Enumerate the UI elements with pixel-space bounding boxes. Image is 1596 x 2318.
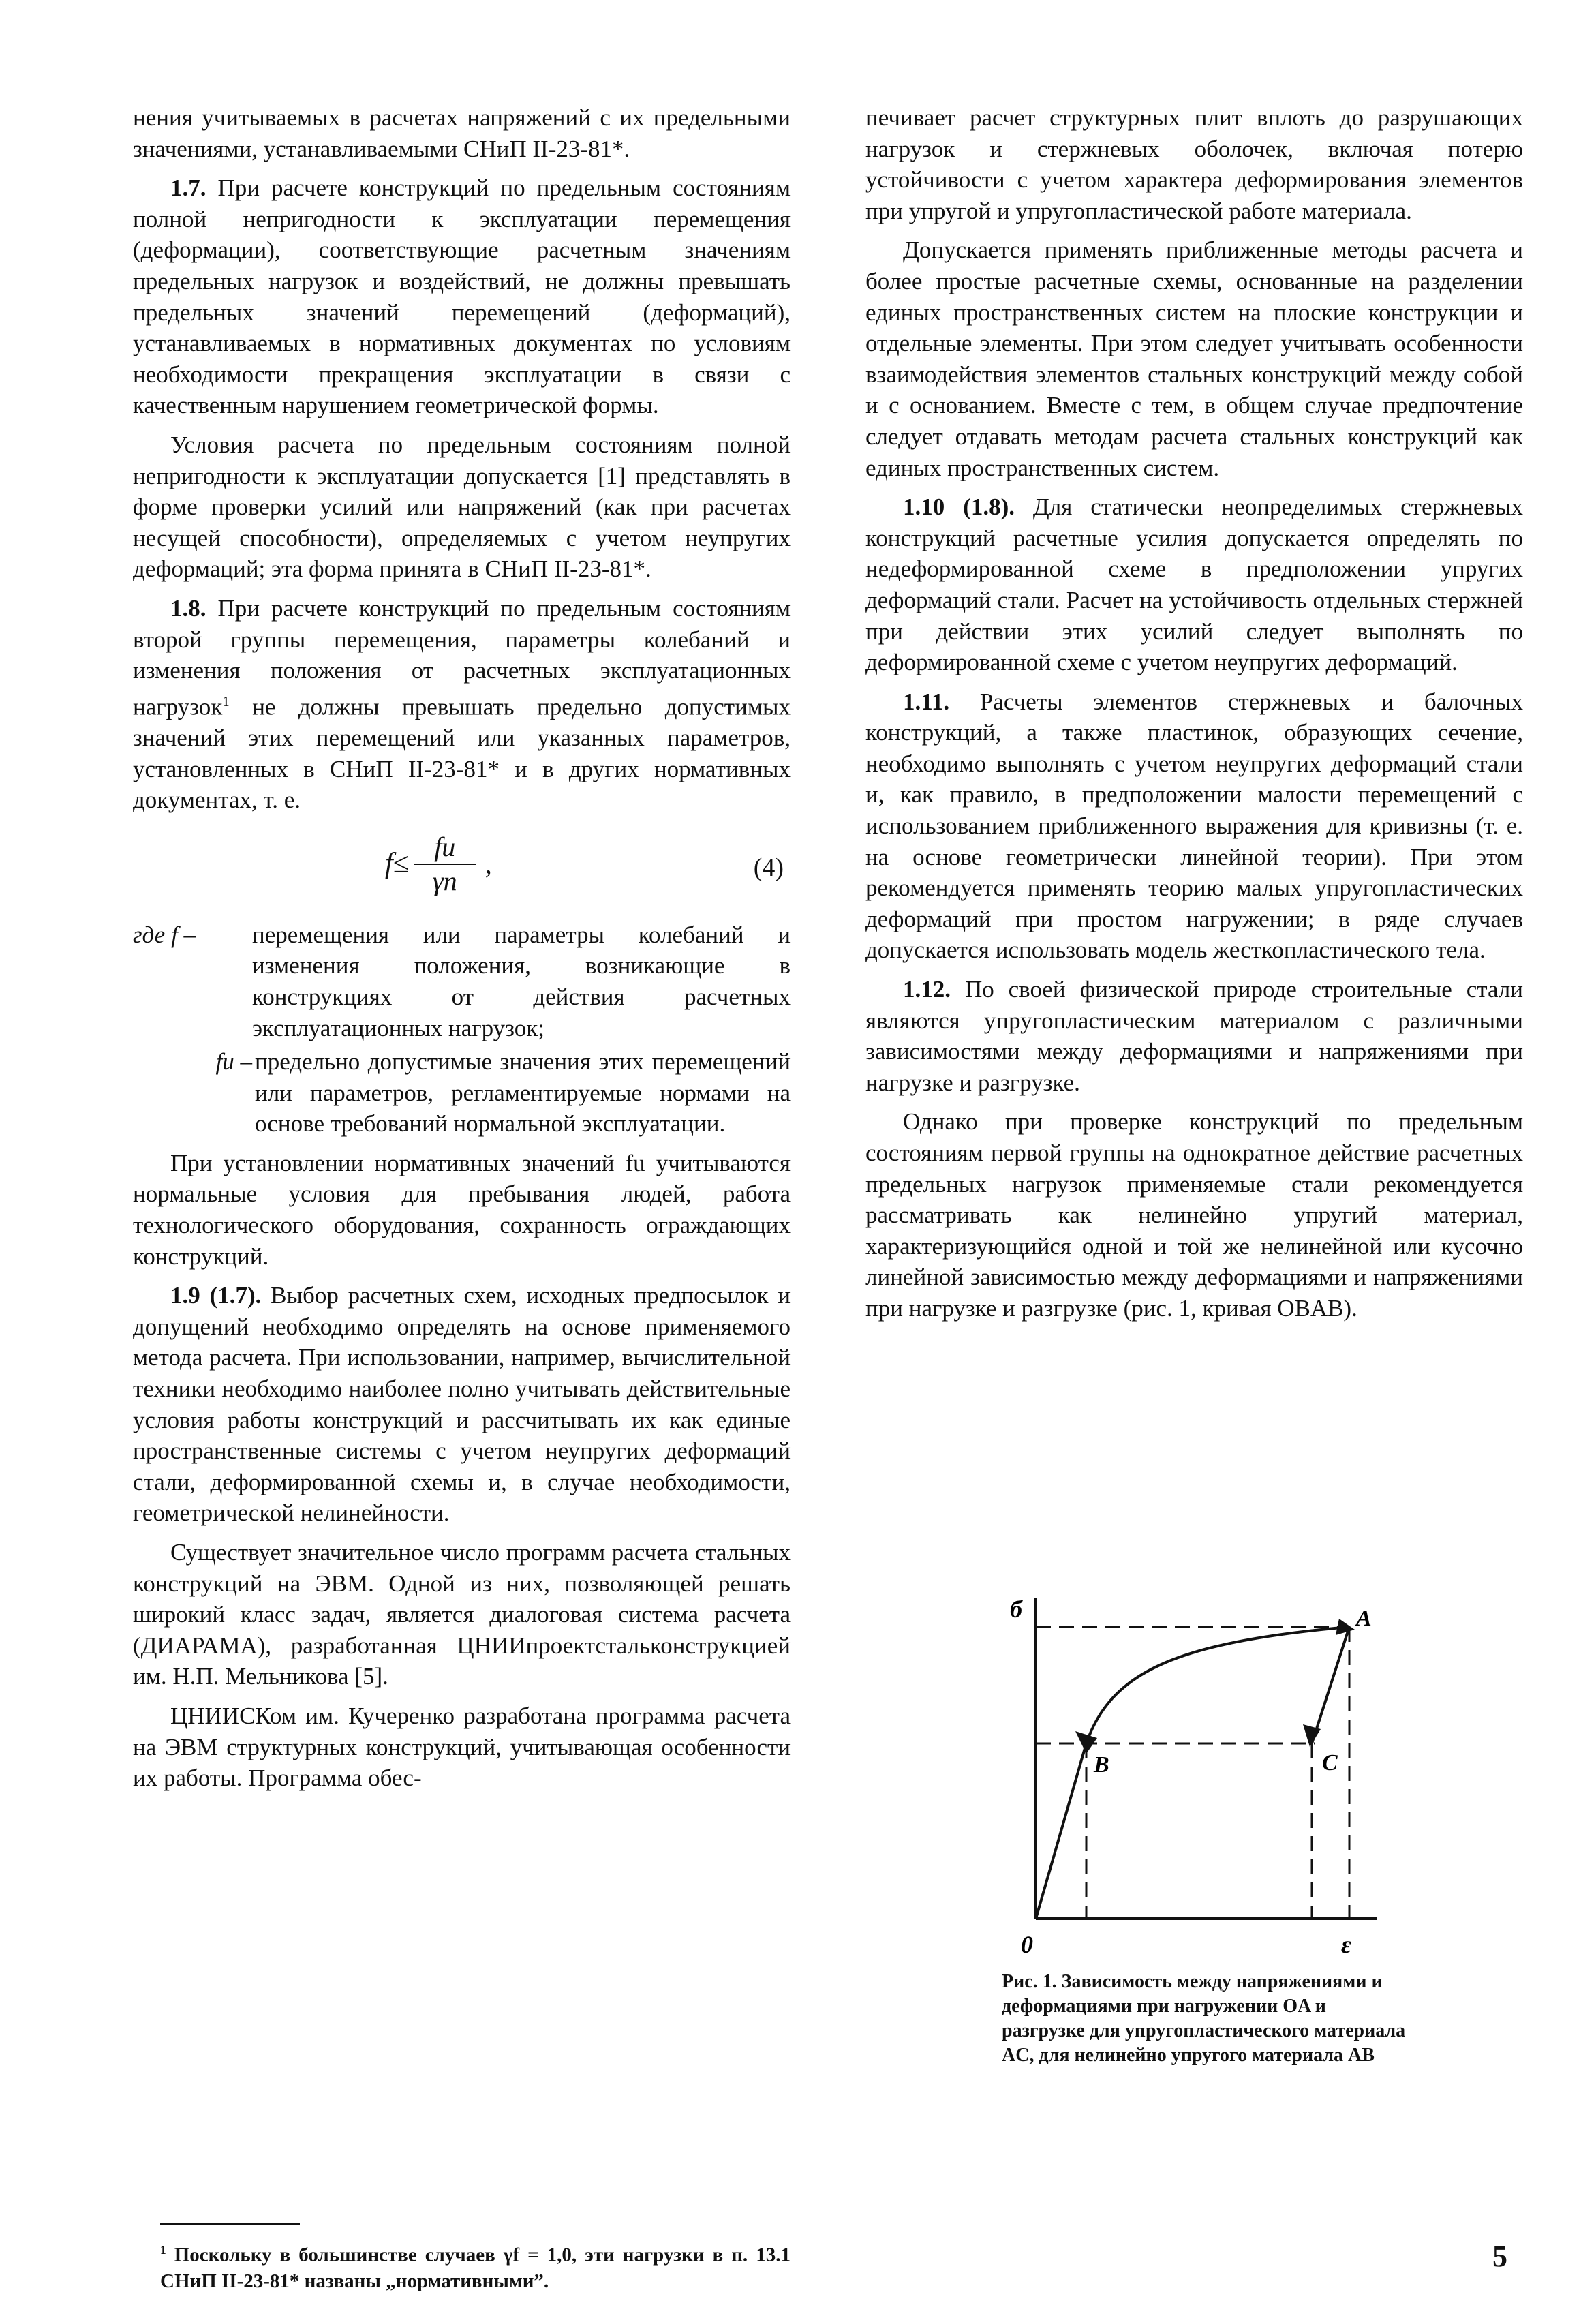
- paragraph: Условия расчета по предельным состояниям полной непригодности к эксплуатации допускается [1] представлять в форме проверки усилий или напряжений (как при расчетах несущей способности), определяемых с учетом неупругих деформаций; эта форма принята в СНиП II-23-81*.: [133, 431, 791, 583]
- paragraph-text: Выбор расчетных схем, исходных предпосылок и допущений необходимо определять на основе применяемого метода расчета. При использовании, например, вычислительной техники необходимо наиболее полно учитывать действительные условия работы конструкций и рассчитывать их как единые пространственные системы с учетом неупругих деформаций стали, деформированной схемы и, в случае необходимости, геометрической нелинейности.: [133, 1282, 791, 1527]
- paragraph-text: Расчеты элементов стержневых и балочных конструкций, а также пластинок, образующих сечение, необходимо выполнять с учетом неупругих деформаций стали и, как правило, в предположении малости перемещений с использованием приближенного выражения для кривизны (т. е. на основе геометрически линейной теории). При этом рекомендуется применять теорию малых упругопластических деформаций при простом нагружении; в ряде случаев допускается использовать модель жесткопластического тела.: [865, 688, 1523, 964]
- paragraph-1-12: [865, 974, 1523, 1098]
- paragraph-1-10: [865, 491, 1523, 678]
- formula-lhs: f≤: [385, 847, 409, 879]
- paragraph: При установлении нормативных значений fu учитываются нормальные условия для пребывания людей, работа технологического оборудования, сохранность ограждающих конструкций.: [133, 1149, 791, 1270]
- paragraph-text: не должны превышать предельно допустимых значений этих перемещений или указанных параметров, установленных в СНиП II-23-81* и в других нормативных документах, т. е.: [133, 693, 791, 814]
- point-A-label: A: [1356, 1606, 1372, 1631]
- epsilon-label: ε: [1341, 1931, 1351, 1958]
- paragraph-1-7: [133, 172, 791, 421]
- point-B-label: B: [1094, 1752, 1109, 1778]
- equation-number: (4): [753, 853, 784, 882]
- formula-4: [133, 824, 791, 913]
- section-number: 1.10 (1.8).: [903, 493, 1015, 521]
- arrowhead: [1075, 1731, 1097, 1754]
- definition-fu: [133, 1046, 791, 1140]
- footnote-marker: 1: [160, 2243, 166, 2257]
- footnote: [160, 2237, 791, 2294]
- paragraph: нения учитываемых в расчетах напряжений с их предельными значениями, устанавливаемыми СНиП II-23-81*.: [133, 104, 791, 162]
- footnote-ref: 1: [222, 692, 230, 710]
- section-number: 1.8.: [170, 594, 206, 622]
- section-number: 1.7.: [170, 174, 206, 202]
- section-number: 1.11.: [903, 688, 950, 715]
- figure-caption: Рис. 1. Зависимость между напряжениями и деформациями при нагружении OA и разгрузке для упругопластического материала AC, для нелинейно упругого материала AB: [1002, 1971, 1406, 2066]
- origin-label: 0: [1021, 1931, 1033, 1958]
- definition-text: предельно допустимые значения этих перемещений или параметров, регламентируемые нормами на основе требований нормальной эксплуатации.: [255, 1048, 791, 1138]
- formula-expression: [385, 832, 492, 896]
- paragraph-1-9: [133, 1280, 791, 1529]
- left-column: [133, 102, 791, 1802]
- formula-comma: ,: [485, 848, 492, 879]
- paragraph: Однако при проверке конструкций по предельным состояниям первой группы на однократное действие расчетных предельных нагрузок применяемые стали рекомендуется рассматривать как нелинейно упругий материал, характеризующийся одной и той же нелинейной или кусочно линейной зависимостью между деформациями и напряжениями при нагрузке и разгрузке (рис. 1, кривая OBAB).: [865, 1108, 1523, 1322]
- paragraph-1-11: [865, 686, 1523, 966]
- arrowhead: [1336, 1619, 1355, 1635]
- paragraph: ЦНИИСКом им. Кучеренко разработана программа расчета на ЭВМ структурных конструкций, учитывающая особенности их работы. Программа обес-: [133, 1702, 791, 1792]
- definition-symbol: где f –: [133, 921, 196, 948]
- formula-numerator: fu: [434, 831, 456, 862]
- paragraph-1-8: [133, 593, 791, 816]
- paragraph-text: По своей физической природе строительные стали являются упругопластическим материалом с различными зависимостями между деформациями и напряжениями при нагрузке и разгрузке.: [865, 976, 1523, 1096]
- definition-symbol: fu –: [215, 1048, 252, 1076]
- paragraph-text: При расчете конструкций по предельным состояниям полной непригодности к эксплуатации перемещения (деформации), соответствующие расчетным значениям предельных нагрузок и воздействий, не должны превышать предельных значений перемещений (деформаций), устанавливаемых в нормативных документах по условиям необходимости прекращения эксплуатации в связи с качественным нарушением геометрической формы.: [133, 174, 791, 419]
- stress-strain-diagram: [995, 1585, 1404, 1966]
- point-C-label: C: [1322, 1750, 1338, 1775]
- loading-curve-OBA: [1036, 1627, 1349, 1919]
- section-number: 1.9 (1.7).: [170, 1282, 262, 1309]
- paragraph-text: При расчете конструкций по предельным состояниям второй группы перемещения, параметры колебаний и изменения положения от расчетных эксплуатационных нагрузок: [133, 594, 791, 720]
- footnote-text: Поскольку в большинстве случаев γf = 1,0, эти нагрузки в п. 13.1 СНиП II-23-81* названы „нормативными”.: [160, 2244, 791, 2292]
- paragraph-text: Для статически неопределимых стержневых конструкций расчетные усилия допускается определять по недеформированной схеме в предположении упругих деформаций стали. Расчет на устойчивость отдельных стержней при действии этих усилий следует выполнять по деформированной схеме с учетом неупругих деформаций.: [865, 493, 1523, 676]
- figure-1: [995, 1585, 1404, 1966]
- unloading-line-AC: [1312, 1627, 1349, 1743]
- paragraph: Допускается применять приближенные методы расчета и более простые расчетные схемы, основанные на разделении единых пространственных систем на плоские конструкции и отдельные элементы. При этом следует учитывать особенности взаимодействия элементов стальных конструкций между собой и с основанием. Вместе с тем, в общем случае предпочтение следует отдавать методам расчета стальных конструкций как единых пространственных систем.: [865, 237, 1523, 481]
- definition-text: перемещения или параметры колебаний и изменения положения, возникающие в конструкциях от действия расчетных эксплуатационных нагрузок;: [252, 921, 791, 1041]
- paragraph: печивает расчет структурных плит вплоть до разрушающих нагрузок и стержневых оболочек, включая потерю устойчивости с учетом характера деформирования элементов при упругой и упругопластической работе материала.: [865, 104, 1523, 224]
- paragraph: Существует значительное число программ расчета стальных конструкций на ЭВМ. Одной из них, позволяющей решать широкий класс задач, является диалоговая система расчета (ДИАРАМА), разработанная ЦНИИпроектстальконструкцией им. Н.П. Мельникова [5].: [133, 1539, 791, 1690]
- page-number: 5: [1492, 2240, 1507, 2273]
- right-column: [865, 102, 1523, 1332]
- footnote-divider: [160, 2223, 300, 2225]
- fraction-bar: [414, 864, 476, 865]
- sigma-label: б: [1010, 1596, 1022, 1623]
- section-number: 1.12.: [903, 976, 951, 1003]
- definition-f: [133, 919, 791, 1043]
- formula-fraction: [414, 832, 476, 896]
- formula-denominator: γn: [432, 865, 457, 896]
